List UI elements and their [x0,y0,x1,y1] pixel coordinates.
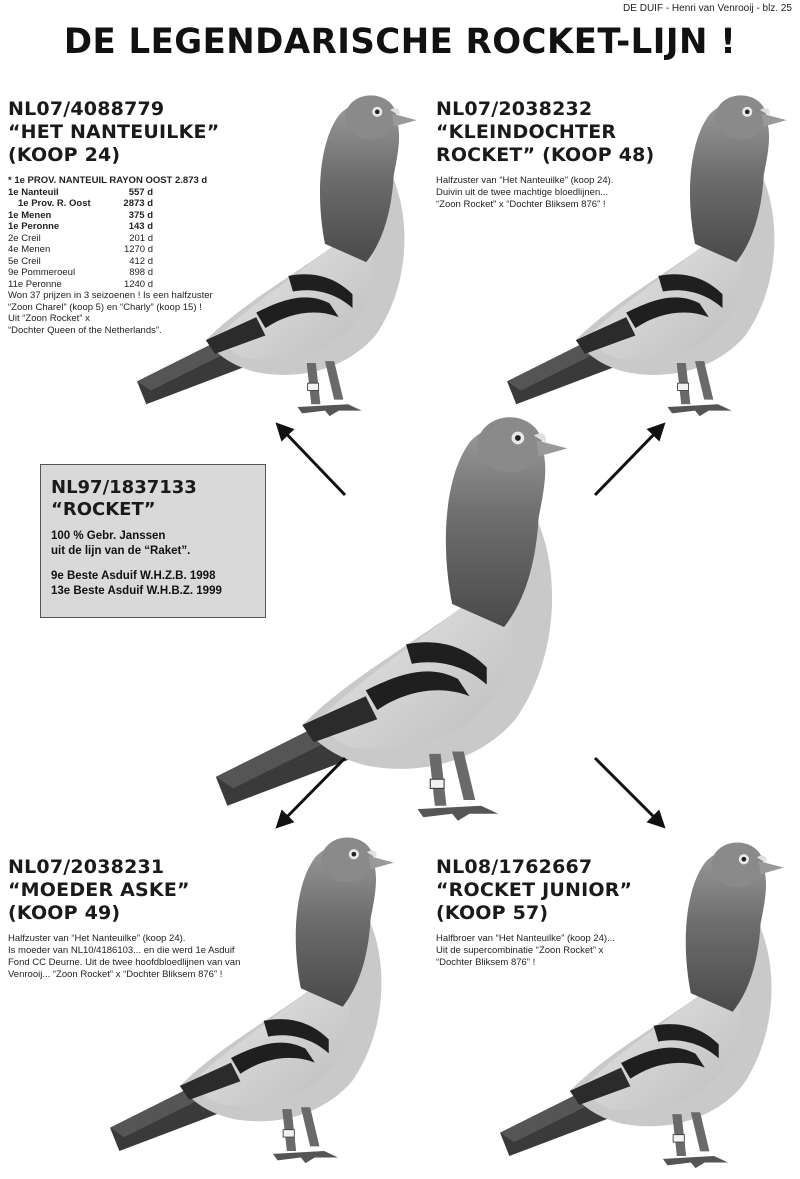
arrow-up-right [595,425,663,495]
card-description-line: Won 37 prijzen in 3 seizoenen ! Is een halfzuster [8,290,213,301]
page-title: DE LEGENDARISCHE ROCKET-LIJN ! [63,22,737,62]
result-row: 1e Menen 375 d [8,209,153,221]
card-ring-number: NL07/4088779 [8,98,165,120]
arrow-down-right [595,758,663,826]
result-row: 5e Creil 412 d [8,255,153,267]
card-ring-number: NL08/1762667 [436,856,593,878]
result-row: 2e Creil 201 d [8,232,153,244]
arrow-up-left [278,425,345,495]
result-row: 1e Prov. R. Oost 2873 d [18,198,153,209]
result-row: 1e Peronne 143 d [8,221,153,232]
card-description-line: Duivin uit de twee machtige bloedlijnen... [436,187,609,198]
card-description-line: Venrooij... “Zoon Rocket” x “Dochter Bliksem 876” ! [8,969,223,980]
page-header-note: DE DUIF - Henri van Venrooij - blz. 25 [623,3,792,14]
result-row: 1e Nanteuil 557 d [8,186,153,198]
card-ring-number: NL07/2038231 [8,856,165,878]
card-pigeon-name: “KLEINDOCHTER ROCKET” (KOOP 48) [436,121,655,166]
origin-line: 100 % Gebr. Janssen [51,530,166,542]
origin-line: uit de lijn van de “Raket”. [51,545,191,557]
card-description-line: Is moeder van NL10/4186103... en die werd 1e Asduif [8,945,235,956]
card-description-line: Fond CC Deurne. Uit de twee hoofdbloedlijnen van van [8,957,241,968]
card-pigeon-name: “ROCKET” [51,499,156,520]
card-description-line: Uit “Zoon Rocket” x [8,313,90,324]
award-line: 9e Beste Asduif W.H.Z.B. 1998 [51,570,216,582]
card-description-line: “Dochter Queen of the Netherlands”. [8,324,162,336]
card-description-line: “Zoon Rocket” x “Dochter Bliksem 876” ! [436,199,606,210]
card-description-line: Halfzuster van “Het Nanteuilke” (koop 24). [436,175,614,186]
card-description-line: Halfzuster van “Het Nanteuilke” (koop 24). [8,933,186,944]
card-pigeon-name: “MOEDER ASKE” (KOOP 49) [8,879,190,924]
card-description-line: “Dochter Bliksem 876” ! [436,957,536,968]
result-row: 11e Peronne 1240 d [8,278,153,290]
card-description-line: Halfbroer van “Het Nanteuilke” (koop 24)... [436,933,615,944]
results-headline: * 1e PROV. NANTEUIL RAYON OOST 2.873 d [8,175,208,186]
arrow-down-left [278,758,345,826]
award-line: 13e Beste Asduif W.H.B.Z. 1999 [51,585,222,597]
card-description-line: “Zoon Charel” (koop 5) en “Charly” (koop 15) ! [8,301,202,313]
card-pigeon-name: “ROCKET JUNIOR” (KOOP 57) [436,879,633,924]
result-row: 9e Pommeroeul 898 d [8,267,153,278]
card-pigeon-name: “HET NANTEUILKE” (KOOP 24) [8,121,220,166]
card-description-line: Uit de supercombinatie “Zoon Rocket” x [436,945,604,956]
card-ring-number: NL97/1837133 [51,477,197,498]
result-row: 4e Menen 1270 d [8,244,153,255]
card-ring-number: NL07/2038232 [436,98,593,120]
